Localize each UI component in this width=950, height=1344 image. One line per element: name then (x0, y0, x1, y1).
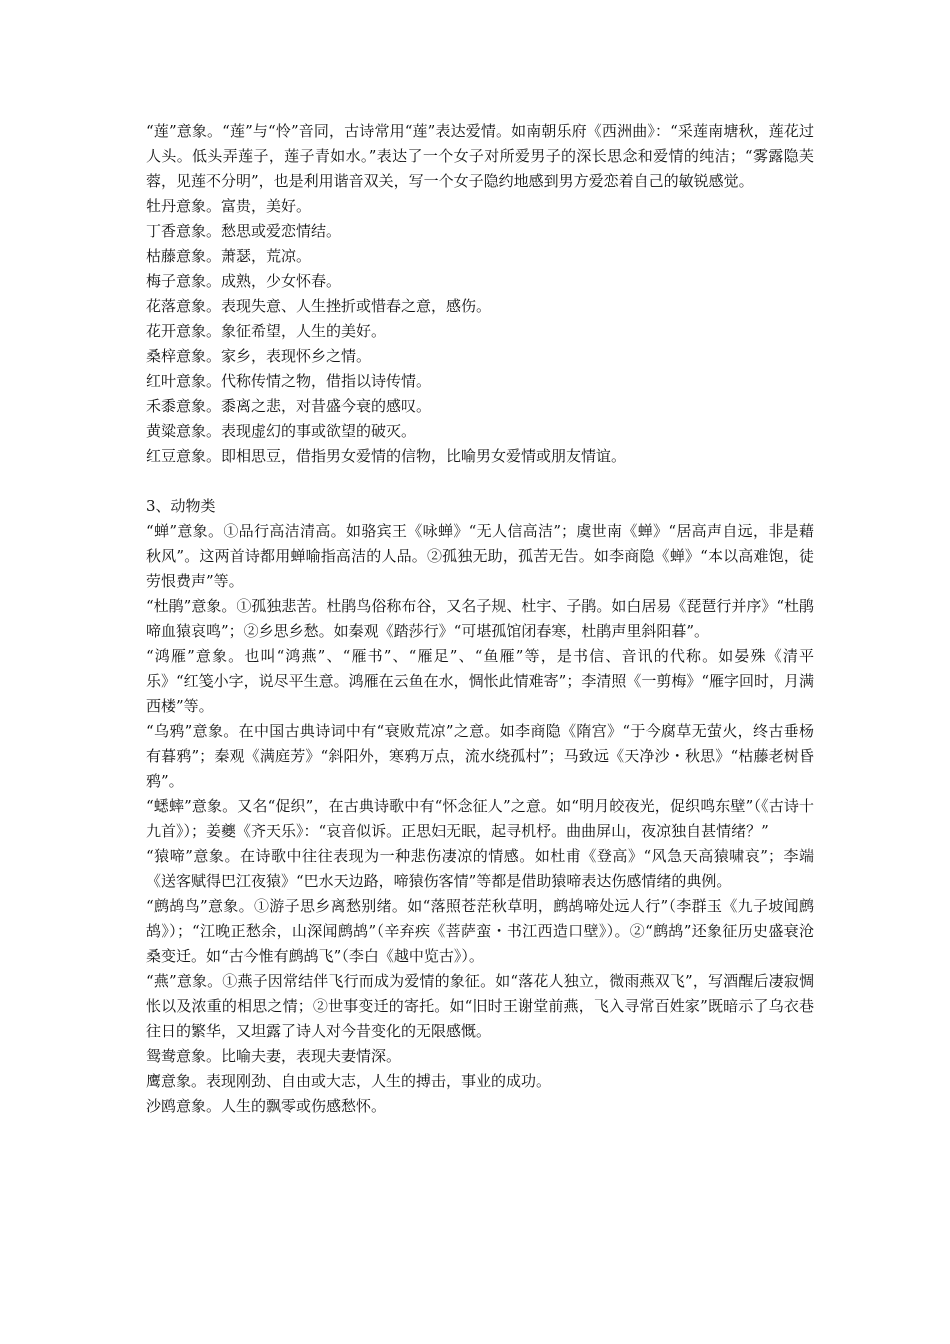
plant-paragraph-red-leaves: 红叶意象。代称传情之物，借指以诗传情。 (146, 372, 432, 390)
animal-paragraph-swallow: “燕”意象。①燕子因常结伴飞行而成为爱情的象征。如“落花人独立，微雨燕双飞”，写酒醒后凄寂惆怅以及浓重的相思之情；②世事变迁的寄托。如“旧时王谢堂前燕，飞入寻常百姓家”既暗示了乌衣巷往日的繁华，又坦露了诗人对今昔变化的无限感慨。 (146, 972, 814, 1040)
document-body (146, 119, 814, 1119)
animal-paragraph-cuckoo: “杜鹃”意象。①孤独悲苦。杜鹃鸟俗称布谷，又名子规、杜宇、子鹃。如白居易《琵琶行并序》“杜鹃啼血猿哀鸣”；②乡思乡愁。如秦观《踏莎行》“可堪孤馆闭春寒，杜鹃声里斜阳暮”。 (146, 597, 815, 640)
animal-paragraph-cricket: “蟋蟀”意象。又名“促织”，在古典诗歌中有“怀念征人”之意。如“明月皎夜光，促织鸣东壁”（《古诗十九首》）；姜夔《齐天乐》：“哀音似诉。正思妇无眠，起寻机杼。曲曲屏山，夜凉独自甚情绪？” (146, 797, 814, 840)
plant-paragraph-withered-vine: 枯藤意象。萧瑟，荒凉。 (146, 247, 312, 265)
plant-paragraph-lotus: “莲”意象。“莲”与“怜”音同，古诗常用“莲”表达爱情。如南朝乐府《西洲曲》：“采莲南塘秋，莲花过人头。低头弄莲子，莲子青如水。”表达了一个女子对所爱男子的深长思念和爱情的纯洁；“雾露隐芙蓉，见莲不分明”，也是利用谐音双关，写一个女子隐约地感到男方爱恋着自己的敏锐感觉。 (146, 122, 814, 190)
plant-paragraph-blooming-flowers: 花开意象。象征希望，人生的美好。 (146, 322, 387, 340)
section-heading: 3、动物类 (146, 497, 216, 515)
plant-paragraph-peony: 牡丹意象。富贵，美好。 (146, 197, 312, 215)
animal-paragraph-gull: 沙鸥意象。人生的飘零或伤感愁怀。 (146, 1097, 387, 1115)
animal-paragraph-crow: “乌鸦”意象。在中国古典诗词中有“衰败荒凉”之意。如李商隐《隋宫》“于今腐草无萤火，终古垂杨有暮鸦”；秦观《满庭芳》“斜阳外，寒鸦万点，流水绕孤村”；马致远《天净沙・秋思》“枯藤老树昏鸦”。 (146, 722, 814, 790)
blank-line (146, 469, 814, 494)
animal-paragraph-eagle: 鹰意象。表现刚劲、自由或大志，人生的搏击，事业的成功。 (146, 1072, 552, 1090)
plant-paragraph-millet: 禾黍意象。黍离之悲，对昔盛今衰的感叹。 (146, 397, 432, 415)
animal-paragraph-ape-cry: “猿啼”意象。在诗歌中往往表现为一种悲伤凄凉的情感。如杜甫《登高》“风急天高猿啸哀”；李端《送客赋得巴江夜猿》“巴水天边路，啼猿伤客情”等都是借助猿啼表达伤感情绪的典例。 (146, 847, 814, 890)
plant-paragraph-yellow-millet: 黄粱意象。表现虚幻的事或欲望的破灭。 (146, 422, 417, 440)
plant-paragraph-falling-flowers: 花落意象。表现失意、人生挫折或惜春之意，感伤。 (146, 297, 492, 315)
animal-paragraph-partridge: “鹧鸪鸟”意象。①游子思乡离愁别绪。如“落照苍茫秋草明，鹧鸪啼处远人行”（李群玉《九子坡闻鹧鸪》）；“江晚正愁余，山深闻鹧鸪”（辛弃疾《菩萨蛮・书江西造口壁》）。②“鹧鸪”还象征历史盛衰沧桑变迁。如“古今惟有鹧鸪飞”（李白《越中览古》）。 (146, 897, 814, 965)
plant-paragraph-red-bean: 红豆意象。即相思豆，借指男女爱情的信物，比喻男女爱情或朋友情谊。 (146, 447, 627, 465)
animal-paragraph-cicada: “蝉”意象。①品行高洁清高。如骆宾王《咏蝉》“无人信高洁”；虞世南《蝉》“居高声自远，非是藉秋风”。这两首诗都用蝉喻指高洁的人品。②孤独无助，孤苦无告。如李商隐《蝉》“本以高难饱，徒劳恨费声”等。 (146, 522, 814, 590)
plant-paragraph-mulberry-catalpa: 桑梓意象。家乡，表现怀乡之情。 (146, 347, 372, 365)
animal-paragraph-mandarin-duck: 鸳鸯意象。比喻夫妻，表现夫妻情深。 (146, 1047, 402, 1065)
plant-paragraph-plum: 梅子意象。成熟，少女怀春。 (146, 272, 342, 290)
animal-paragraph-wild-goose: “鸿雁”意象。也叫“鸿燕”、“雁书”、“雁足”、“鱼雁”等，是书信、音讯的代称。如晏殊《清平乐》“红笺小字，说尽平生意。鸿雁在云鱼在水，惆怅此情难寄”；李清照《一剪梅》“雁字回时，月满西楼”等。 (146, 647, 815, 715)
plant-paragraph-lilac: 丁香意象。愁思或爱恋情结。 (146, 222, 342, 240)
